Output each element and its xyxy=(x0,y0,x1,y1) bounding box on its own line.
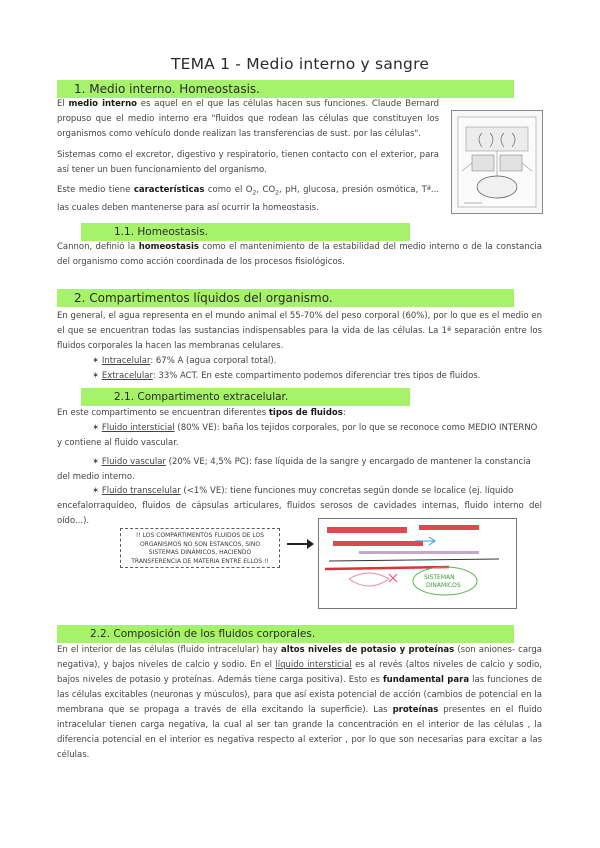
section-2-2-heading: 2.2. Composición de los fluidos corporales. xyxy=(57,625,514,643)
section-2-1-heading: 2.1. Compartimento extracelular. xyxy=(81,388,410,406)
bullet-extracelular: ✶ Extracelular: 33% ACT. En este compartimento podemos diferenciar tres tipos de fluidos. xyxy=(92,371,481,381)
section-2-2-paragraph: En el interior de las células (fluido intracelular) hay altos niveles de potasio y proteínas (son aniones- carga negativa), y bajos niveles de calcio y sodio. En el líquido intersticial es al revés (altos niveles de calcio y sodio, bajos niveles de potasio y proteínas. Además tiene carga positiva). Esto es fundamental para las funciones de las células excitables (neuronas y músculos), para que así exista potencial de acción (cambios de potencial en la membrana que se propaga a través de ella excitando la superficie). Las proteínas presentes en el fluido intracelular tienen carga negativa, la cual al ser tan grande la concentración en el interior de las células , la diferencia potencial en el interior es negativa respecto al exterior , por lo que son necesarias para excitar a las células. xyxy=(57,645,543,760)
section-1-1-paragraph: Cannon, definió la homeostasis como el mantenimiento de la estabilidad del medio interno o de la constancia del organismo como acción coordinada de los procesos fisiológicos. xyxy=(57,242,542,267)
section-1-paragraph-3: Este medio tiene características como el $O_2$, $CO_2$, pH, glucosa, presión osmótica, Tª... las cuales deben mantenerse para así ocurrir la homeostasis. xyxy=(57,185,439,213)
page-title: TEMA 1 - Medio interno y sangre xyxy=(170,55,430,73)
section-2-1-intro: En este compartimento se encuentran diferentes tipos de fluidos: xyxy=(57,408,346,418)
bullet-fluido-transcelular: ✶ Fluido transcelular (<1% VE): tiene funciones muy concretas según donde se localice (ej. líquido xyxy=(92,486,514,496)
bullet-intracelular: ✶ Intracelular: 67% A (agua corporal total). xyxy=(92,356,277,366)
section-2-paragraph: En general, el agua representa en el mundo animal el 55-70% del peso corporal (60%), por lo que es el medio en el que se encuentran todas las sustancias indispensables para la vida de las células. La 1ª separación entre los fluidos corporales la hacen las membranas celulares. xyxy=(57,311,542,351)
sketch-label-2: DINÁMICOS xyxy=(426,582,461,589)
bullet-fluido-vascular: ✶ Fluido vascular (20% VE; 4,5% PC): fase líquida de la sangre y encargado de mantener la constancia xyxy=(92,457,531,467)
bullet-fluido-intersticial-cont: y contiene al fluido vascular. xyxy=(57,438,179,448)
section-2-heading: 2. Compartimentos líquidos del organismo. xyxy=(57,289,514,307)
compartments-note: !! LOS COMPARTIMENTOS FLUIDOS DE LOS ORGANISMOS NO SON ESTANCOS, SINO SISTEMAS DINÁMICOS, HACIENDO TRANSFERENCIA DE MATERIA ENTRE ELLOS !! xyxy=(120,528,280,568)
body-fluids-diagram-icon xyxy=(451,110,543,214)
compartments-sketch-icon xyxy=(318,518,517,609)
bullet-fluido-intersticial: ✶ Fluido intersticial (80% VE): baña los tejidos corporales, por lo que se reconoce como MEDIO INTERNO xyxy=(92,423,538,433)
section-1-paragraph-1: El medio interno es aquel en el que las células hacen sus funciones. Claude Bernard propuso que el medio interno era "fluidos que rodean las células que constituyen los organismos como vehículo donde realizan las transferencias de sust. por las células". xyxy=(57,99,439,139)
section-1-1-heading: 1.1. Homeostasis. xyxy=(81,223,410,241)
section-1-heading: 1. Medio interno. Homeostasis. xyxy=(57,80,514,98)
arrow-right-icon xyxy=(285,538,315,550)
bullet-fluido-vascular-cont: del medio interno. xyxy=(57,472,135,482)
sketch-label-1: SISTEMAN xyxy=(424,574,455,581)
section-1-paragraph-2: Sistemas como el excretor, digestivo y respiratorio, tienen contacto con el exterior, para así tener un buen funcionamiento del organismo. xyxy=(57,150,439,175)
bullet-fluido-transcelular-cont: encefalorraquídeo, fluidos de cápsulas articulares, fluidos serosos de cavidades internas, fluido interno del oído...). xyxy=(57,501,542,526)
